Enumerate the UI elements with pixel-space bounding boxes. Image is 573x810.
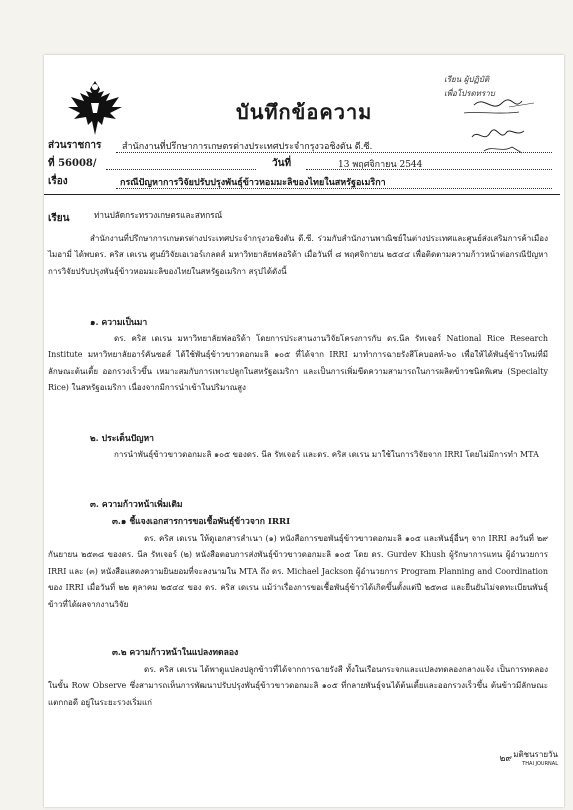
- section-1-text: ดร. คริส เดเรน มหาวิทยาลัยฟลอริด้า โดยการประสานงานวิจัยโครงการกับ ดร.นีล รัทเจอร์ National Rice Research Institute มหาวิทยาลัยอาร์คันซอส์ ได้ใช้พันธุ์ข้าวขาวดอกมะลิ ๑๐๕ ที่ได้จาก IRRI มาทำการฉายรังสีโคบอลท์-๖๐ เพื่อให้ได้พันธุ์ข้าวใหม่ที่มีลักษณะต้นเตี้ย ออกรวงเร็วขึ้น เหมาะสมกับการเพาะปลูกในสหรัฐอเมริกา และเป็นการเพิ่มขีดความสามารถในการผลิตข้าวชนิดพิเศษ (Specialty Rice) ในสหรัฐอเมริกา เนื่องจากมีการนำเข้าในปริมาณสูง: [48, 334, 548, 393]
- subsection-3-2-heading: ๓.๒ ความก้าวหน้าในแปลงทดลอง: [112, 648, 239, 658]
- memo-title: บันทึกข้อความ: [236, 100, 373, 124]
- handwritten-note-2: เพื่อโปรดทราบ: [444, 89, 495, 98]
- agency-label: ส่วนราชการ: [48, 140, 102, 151]
- subsection-3-1-text: ดร. คริส เดเรน ให้ดูเอกสารสำเนา (๑) หนังสือการขอพันธุ์ข้าวขาวดอกมะลิ ๑๐๕ และพันธุ์อื่นๆ จาก IRRI ลงวันที่ ๒๙ กันยายน ๒๕๓๘ ของดร. นีล รัทเจอร์ (๒) หนังสือตอบการส่งพันธุ์ข้าวขาวดอกมะลิ ๑๐๕ โดย ดร. Gurdev Khush ผู้รักษาการแทน ผู้อำนวยการ IRRI และ (๓) หนังสือแสดงความยินยอมที่จะลงนามใน MTA ถึง ดร. Michael Jackson ผู้อำนวยการ Program Planning and Coordination ของ IRRI เมื่อวันที่ ๒๒ ตุลาคม ๒๕๔๔ ของ ดร. คริส เดเรน แม้ว่าเรื่องการขอเชื้อพันธุ์ข้าวได้เกิดขึ้นตั้งแต่ปี ๒๕๓๘ และยืนยันไม่จดทะเบียนพันธุ์ข้าวที่ได้ผลจากงานวิจัย: [48, 534, 548, 609]
- ref-rule: [106, 169, 256, 170]
- publisher-name: มติชนรายวัน: [513, 750, 558, 759]
- header-bottom-rule: [44, 194, 560, 195]
- agency-rule: [116, 152, 552, 153]
- publisher-sub: THAI JOURNAL: [522, 761, 558, 767]
- intro-paragraph: สำนักงานที่ปรึกษาการเกษตรต่างประเทศประจำกรุงวอชิงตัน ดี.ซี. ร่วมกับสำนักงานพาณิชย์ในต่างประเทศและศูนย์ส่งเสริมการค้าเมืองไมอามี่ ได้พบดร. คริส เดเรน ศูนย์วิจัยเอเวอร์เกลดส์ มหาวิทยาลัยฟลอริด้า เมื่อวันที่ ๘ พฤศจิกายน ๒๕๔๔ เพื่อติดตามความก้าวหน้าต่อกรณีปัญหาการวิจัยปรับปรุงพันธุ์ข้าวหอมมะลิของไทยในสหรัฐอเมริกา สรุปได้ดังนี้: [48, 234, 548, 276]
- garuda-emblem-icon: [64, 77, 126, 139]
- salutation-value: ท่านปลัดกระทรวงเกษตรและสหกรณ์: [94, 210, 223, 220]
- date-value: 13 พฤศจิกายน 2544: [338, 160, 423, 170]
- section-3-heading: ๓. ความก้าวหน้าเพิ่มเติม: [90, 500, 183, 510]
- subsection-3-2-text: ดร. คริส เดเรน ได้พาดูแปลงปลูกข้าวที่ได้จากการฉายรังสี ทั้งในเรือนกระจกและแปลงทดลองกลางแจ้ง เป็นการทดลองในขั้น Row Observe ซึ่งสามารถเห็นการพัฒนาปรับปรุงพันธุ์ข้าวขาวดอกมะลิ ๑๐๕ ที่กลายพันธุ์จนได้ต้นเตี้ยและออกรวงเร็วขึ้น ต้นข้าวมีลักษณะแตกกอดี อยู่ในระยะรวงเริ่มแก่: [48, 665, 548, 707]
- date-rule: [306, 169, 552, 170]
- memo-sheet: [44, 55, 564, 807]
- date-label: วันที่: [272, 158, 292, 169]
- section-1-heading: ๑. ความเป็นมา: [90, 318, 148, 328]
- subject-rule: [116, 188, 552, 189]
- ref-label: ที่ 56008/: [48, 158, 97, 169]
- page-number: ๒๙: [499, 754, 512, 764]
- subject-value: กรณีปัญหาการวิจัยปรับปรุงพันธุ์ข้าวหอมมะลิของไทยในสหรัฐอเมริกา: [120, 178, 386, 188]
- section-2-heading: ๒. ประเด็นปัญหา: [90, 434, 154, 444]
- salutation-label: เรียน: [48, 213, 70, 224]
- agency-value: สำนักงานที่ปรึกษาการเกษตรต่างประเทศประจำกรุงวอชิงตัน ดี.ซี.: [122, 142, 373, 152]
- subsection-3-1-heading: ๓.๑ ชี้แจงเอกสารการขอเชื้อพันธุ์ข้าวจาก IRRI: [112, 517, 291, 527]
- subject-label: เรื่อง: [48, 176, 68, 187]
- publisher-mark: [513, 748, 558, 767]
- section-2-text: การนำพันธุ์ข้าวขาวดอกมะลิ ๑๐๕ ของดร. นีล รัทเจอร์ และดร. คริส เดเรน มาใช้ในการวิจัยจาก IRRI โดยไม่มีการทำ MTA: [114, 450, 539, 459]
- handwritten-note-1: เรียน ผู้ปฏิบัติ: [444, 75, 490, 84]
